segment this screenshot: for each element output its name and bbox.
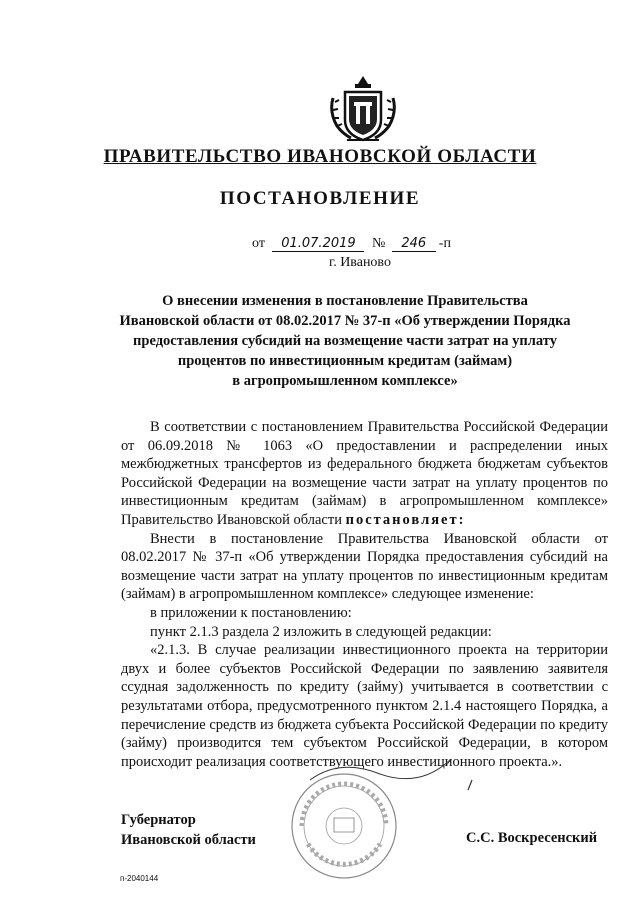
coat-of-arms-icon [325,72,401,146]
position-line: Ивановской области [121,832,256,848]
date-number-line [252,236,451,252]
heading-line: Ивановской области от 08.02.2017 № 37-п «Об утверждении Порядка [119,313,571,329]
signatory-name: С.С. Воскресенский [466,830,598,846]
date-prefix: от [252,236,265,251]
position-line: Губернатор [121,812,196,828]
paragraph: пункт 2.1.3 раздела 2 изложить в следующей редакции: [150,623,492,640]
paragraph: в приложении к постановлению: [150,604,352,621]
paragraph: «2.1.3. В случае реализации инвестиционного проекта на территории двух и более субъектов Российской Федерации по заявлению заявителя ссудная задолженность по кредиту (займу) учитывается в соответствии с результатами отбора, предусмотренного пунктом 2.1.4 настоящего Порядка, а перечисление средств из бюджета субъекта Российской Федерации по кредиту (займу) производится тем субъектом Российской Федерации, в котором происходит реализация соответствующего инвестиционного проекта.». [121,642,608,770]
registration-code: п-2040144 [120,874,159,883]
paragraph-text: В соответствии с постановлением Правительства Российской Федерации от 06.09.2018 № 1063 «О предоставлении и распределении иных межбюджетных трансфертов из федерального бюджета бюджетам субъектов Российской Федерации на возмещение части затрат на уплату процентов по инвестиционным кредитам (займам) в агропромышленном комплексе» Правительство Ивановской области [121,419,608,528]
number-sign: № [371,236,386,251]
document-body [121,418,608,771]
document-number: 246 [392,237,436,252]
document-type: ПОСТАНОВЛЕНИЕ [219,188,421,209]
organization-title: ПРАВИТЕЛЬСТВО ИВАНОВСКОЙ ОБЛАСТИ [103,146,537,167]
signatory-position [121,810,256,850]
document-date: 01.07.2019 [272,237,364,252]
heading-line: в агропромышленном комплексе» [232,373,458,389]
resolution-word: постановляет: [345,511,466,528]
heading-line: О внесении изменения в постановление Правительства [162,293,528,309]
official-seal-icon [288,770,400,882]
heading-line: процентов по инвестиционным кредитам (займам) [177,353,513,369]
document-heading [110,291,580,391]
heading-line: предоставления субсидий на возмещение части затрат на уплату [133,333,557,349]
number-suffix: -п [438,236,451,251]
paragraph [121,418,608,530]
city: г. Иваново [329,255,391,270]
paragraph: Внести в постановление Правительства Ивановской области от 08.02.2017 № 37-п «Об утверждении Порядка предоставления субсидий на возмещение части затрат на уплату процентов по инвестиционным кредитам (займам) в агропромышленном комплексе» следующее изменение: [121,530,608,603]
